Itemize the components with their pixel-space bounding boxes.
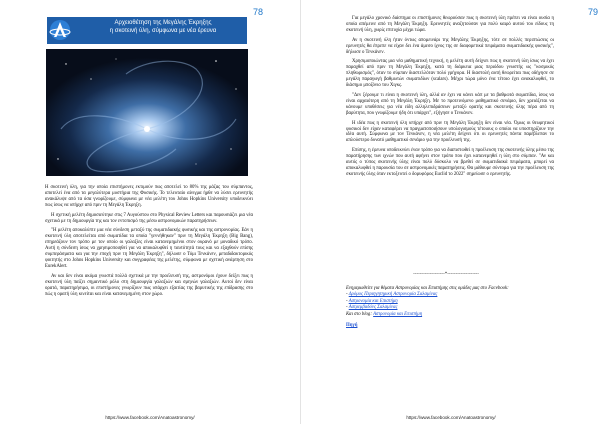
- source-link[interactable]: Πηγή: [346, 323, 358, 329]
- paragraph: Αν η σκοτεινή ύλη ήταν όντως απομεινάρι της Μεγάλης Έκρηξης, τότε σε πολλές περιπτώσεις οι ερευνητές θα έπρεπε να είχαν δει ένα άμεσο ίχνος της σε διαφορετικά πειράματα σωματιδιακής φυσικής", δήλωσε ο Τενκάνεν.: [346, 37, 554, 55]
- paragraph: Χρησιμοποιώντας μια νέα μαθηματική τεχνική, η μελέτη αυτή δείχνει πως η σκοτεινή ύλη ίσως να έχει παραχθεί από πριν τη Μεγάλη Έκρηξη, κατά τη διάρκεια μιας περιόδου γνωστής ως "κοσμικός πληθωρισμός", όταν το σύμπαν διαστελλόταν πολύ γρήγορα. Η διαστολή αυτή θεωρείται πως οδήγησε σε μεγάλη παραγωγή βαθμωτών σωματιδίων (scalars). Μέχρι τώρα μόνο ένα τέτοιο έχει ανακαλυφθεί, το διάσημο μποζόνιο του Χιγκς.: [346, 59, 554, 89]
- paragraph: Η ιδέα πως η σκοτεινή ύλη υπήρχε από πριν τη Μεγάλη Έκρηξη δεν είναι νέα. Όμως οι θεωρητικοί φυσικοί δεν είχαν καταφέρει να πραγματοποιήσουν υπολογισμούς τέτοιους ο οποίοι να υποστηρίζουν την ιδέα αυτή. Σύμφωνα με τον Τενκάνεν, η νέα μελέτη δείχνει ότι οι ερευνητές πάντα παρέβλεπαν το απλούστερο δυνατό μαθηματικό σενάριο για την προέλευσή της.: [346, 120, 554, 144]
- paragraph: Η σχετική μελέτη δημοσιεύτηκε στις 7 Αυγούστου στο Physical Review Letters και παρουσιάζει μια νέα σχετικά με τη δημιουργία της και τον εντοπισμό της μέσω αστρονομικών παρατηρήσεων.: [45, 212, 253, 224]
- paragraph: Για μεγάλο χρονικό διάστημα οι επιστήμονες θεωρούσαν πως η σκοτεινή ύλη πρέπει να είναι ουσία η οποία απέμεινε από τη Μεγάλη Έκρηξη. Ερευνητές αναζητούσαν για πολύ καιρό αυτού του είδους τη σκοτεινή ύλη, χωρίς επιτυχία μέχρι τώρα.: [346, 16, 554, 33]
- page-number-right: 79: [588, 7, 599, 17]
- galaxy-image: [46, 49, 248, 176]
- banner-title: [82, 19, 244, 35]
- astronomy-logo-icon: [48, 18, 72, 42]
- right-page: [300, 0, 600, 424]
- link-item: - Αστρεμβαδόνς Σαλαμίνας: [346, 305, 398, 311]
- links-intro: Ενημερωθείτε για θέματα Αστρονομίας και Επιστήμης στις ομάδες μας στο Facebook:: [346, 286, 509, 291]
- paragraph: Επίσης, η έρευνα υποδεικνύει έναν τρόπο για να διαπιστωθεί η προέλευση της σκοτεινής ύλης μέσω της παρατήρησης των ιχνών που αυτή αφήνει στον τρόπο που έχει κατανεμηθεί η ύλη στο σύμπαν. "Αν και αυτός ο τύπος σκοτεινής ύλης είναι πολύ δύσκολο να βρεθεί σε σωματιδιακά πειράματα, μπορεί να αποκαλυφθεί η παρουσία του σε αστρονομικές παρατηρήσεις. Θα μάθουμε σύντομα για την προέλευση της σκοτεινής ύλης όταν εκτοξευτεί ο δορυφόρος Euclid το 2022" σημείωσε ο ερευνητής.: [346, 148, 554, 177]
- facebook-group-link-1[interactable]: Δρόμος Περιηγητηρική Αστρονομία Σαλαμίνας: [348, 292, 438, 298]
- paragraph: Αν και δεν είναι ακόμα γνωστά πολλά σχετικά με την προέλευσή της, αστρονόμοι έχουν δείξει πως η σκοτεινή ύλη παίζει σημαντικό ρόλο στη δημιουργία γαλαξιών και σμηνών γαλαξιών. Αυτοί δεν είναι ορατά, παρατηρήσιμα, οι επιστήμονες γνωρίζουν πως υπάρχει εξαιτίας της βαρυτικής της επίδρασης στο πώς η ορατή ύλη κινείται και είναι κατανεμημένη στον χώρο.: [45, 273, 253, 297]
- blog-link[interactable]: Αστρονομία και Επιστήμη: [373, 311, 423, 317]
- section-separator: [346, 272, 546, 277]
- facebook-group-link-2[interactable]: Αστρονομία και Επιστήμη: [348, 298, 398, 304]
- page-number-left: 78: [253, 7, 264, 17]
- link-item: - Αστρονομία και Επιστήμη: [346, 298, 398, 304]
- banner-line-2: η σκοτεινή ύλη, σύμφωνα με νέα έρευνα: [109, 28, 217, 34]
- paragraph: "Η μελέτη αποκαλύπτε μια νέα σύνδεση μεταξύ της σωματιδιακής φυσικής και της αστρονομίας. Εάν η σκοτεινή ύλη αποτελείται από σωματίδια τα οποία "γεννήθηκαν" πριν τη Μεγάλη Έκρηξη (Big Bang), επηρεάζουν τον τρόπο με τον οποίο οι γαλαξίες είναι κατανεμημένοι στον ουρανό με μοναδικό τρόπο. Αυτή η σύνδεση ίσως να χρησιμοποιηθεί για να αποκαλυφθεί η ταυτότητά τους και να εξαχθούν επίσης συμπεράσματα και για την εποχή πριν τη Μεγάλη Έκρηξη", δήλωσε ο Τόμι Τενκάνεν, μεταδιδακτορικός φοιτητής στο Johns Hopkins University και συγγραφέας της μελέτης, σύμφωνα με σχετική ανάρτηση στο EurekAlert.: [45, 228, 253, 269]
- blog-text: Και στο blog:: [346, 311, 372, 317]
- separator-text: -------------------*-------------------: [413, 272, 479, 277]
- footer-link-left[interactable]: https://www.facebook.com/Anatoastronomy/: [105, 415, 195, 420]
- link-item: - Δρόμος Περιηγητηρική Αστρονομία Σαλαμίνας: [346, 292, 438, 298]
- left-article-text: [45, 185, 253, 301]
- right-article-text: [346, 16, 554, 182]
- facebook-group-link-3[interactable]: Αστρεμβαδόνς Σαλαμίνας: [348, 305, 398, 311]
- footer-link-right[interactable]: https://www.facebook.com/Anatoastronomy/: [406, 415, 496, 420]
- paragraph: Η σκοτεινή ύλη, για την οποία επιστήμονες εκτιμούν πως αποτελεί το 80% της μάζας του σύμπαντος, αποτελεί ένα από τα μεγαλύτερα μυστήρια της Φυσικής. Το τελευταίο αίνιγμα ήρθε να λύσει ερευνητής ανακάλυψε από τα όσα γνωρίζουμε, σύμφωνα με νέα μελέτη του Johns Hopkins University υποδεικνύει πως ίσως να υπήρχε από πριν τη Μεγάλη Έκρηξη.: [45, 185, 253, 208]
- social-links: [346, 286, 551, 329]
- banner-line-1: Αρχειοθέτηση της Μεγάλης Έκρηξης: [114, 20, 212, 26]
- paragraph: "Δεν ξέρουμε τι είναι η σκοτεινή ύλη, αλλά αν έχει να κάνει κάπ με τα βαθμωτά σωματίδια, ίσως να είναι αρχαιότερη από τη Μεγάλη Έκρηξη. Με το προτεινόμενο μαθηματικό σενάριο, δεν χρειάζεται να κάνουμε υποθέσεις για νέα είδη αλληλεπιδράσεων μεταξύ ορατής και σκοτεινής ύλης πέρα από τη βαρύτητα, που γνωρίζουμε ήδη ότι υπάρχει", εξήγησε ο Τενκάνεν.: [346, 92, 554, 116]
